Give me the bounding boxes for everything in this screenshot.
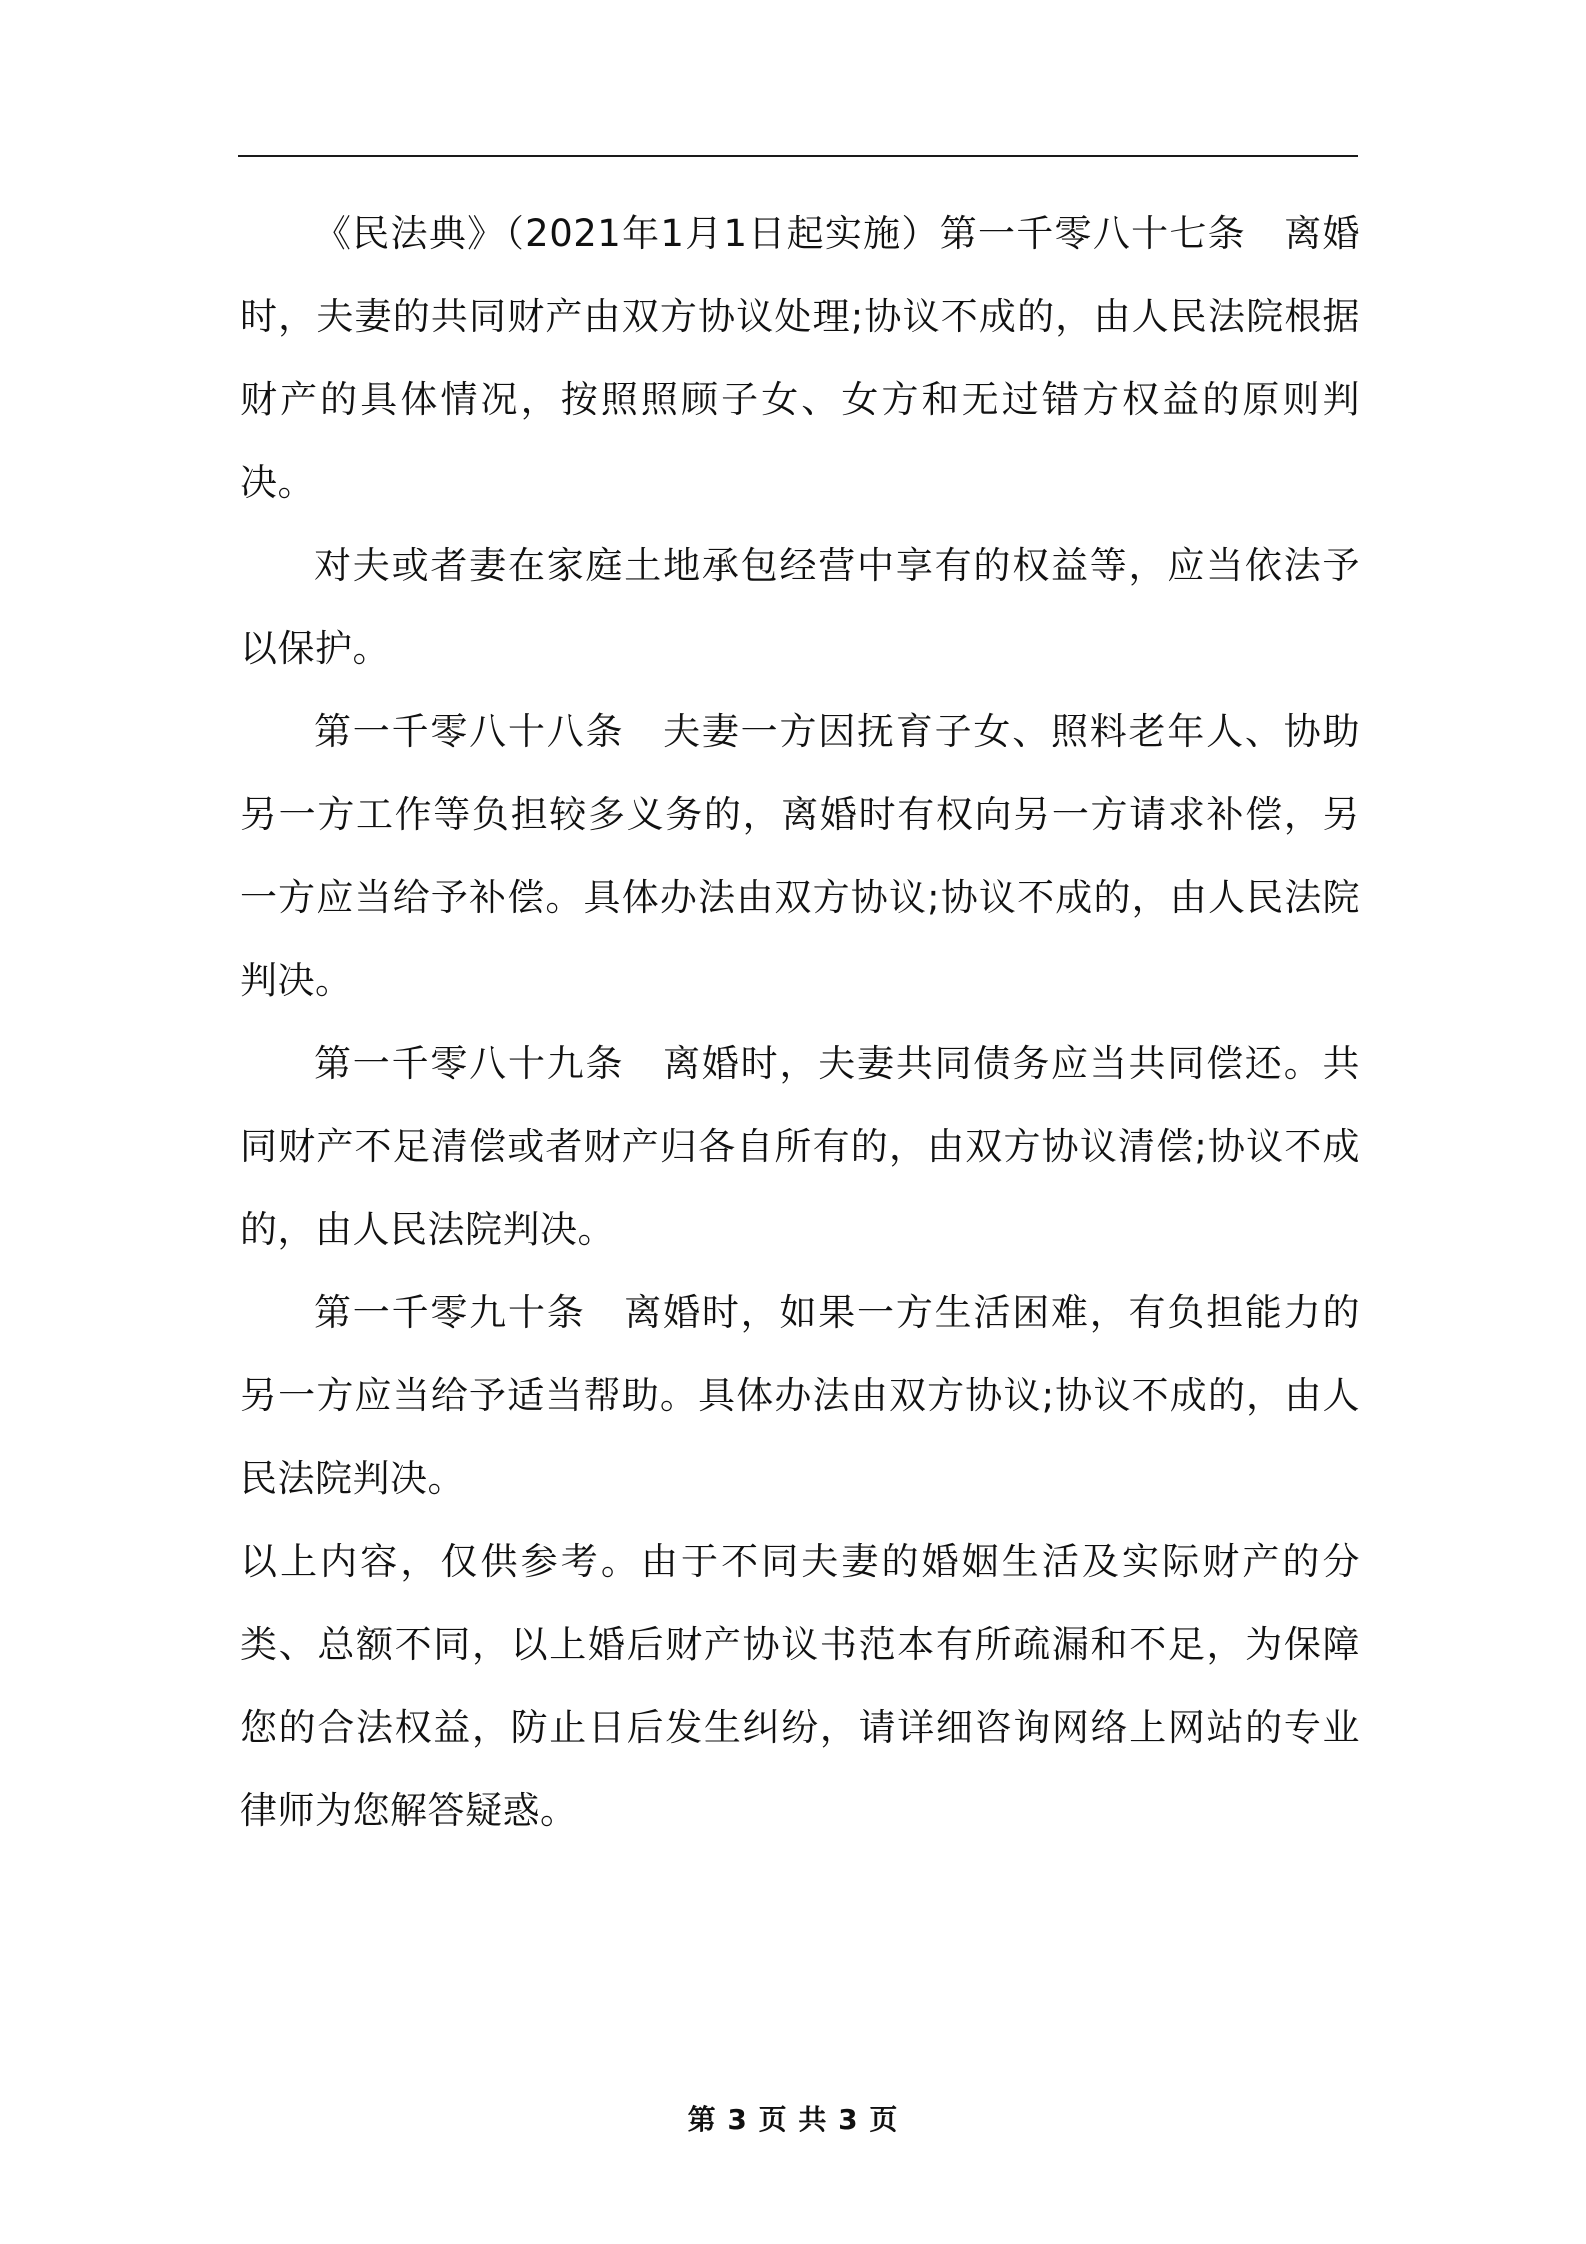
paragraph-land-contract-rights: 对夫或者妻在家庭土地承包经营中享有的权益等，应当依法予以保护。 xyxy=(240,544,1360,670)
header-rule xyxy=(238,155,1358,157)
paragraph-article-1087: 《民法典》（2021年1月1日起实施）第一千零八十七条 离婚时，夫妻的共同财产由双方协议处理;协议不成的，由人民法院根据财产的具体情况，按照照顾子女、女方和无过错方权益的原则判决。 xyxy=(240,212,1360,504)
paragraph-disclaimer: 以上内容，仅供参考。由于不同夫妻的婚姻生活及实际财产的分类、总额不同，以上婚后财产协议书范本有所疏漏和不足，为保障您的合法权益，防止日后发生纠纷，请详细咨询网络上网站的专业律师为您解答疑惑。 xyxy=(240,1540,1360,1832)
page-number-footer: 第 3 页 共 3 页 xyxy=(687,2103,899,2136)
paragraph-article-1089: 第一千零八十九条 离婚时，夫妻共同债务应当共同偿还。共同财产不足清偿或者财产归各自所有的，由双方协议清偿;协议不成的，由人民法院判决。 xyxy=(240,1042,1360,1251)
document-body xyxy=(240,192,1360,1852)
paragraph-article-1088: 第一千零八十八条 夫妻一方因抚育子女、照料老年人、协助另一方工作等负担较多义务的，离婚时有权向另一方请求补偿，另一方应当给予补偿。具体办法由双方协议;协议不成的，由人民法院判决。 xyxy=(240,710,1360,1002)
paragraph-article-1090: 第一千零九十条 离婚时，如果一方生活困难，有负担能力的另一方应当给予适当帮助。具体办法由双方协议;协议不成的，由人民法院判决。 xyxy=(240,1291,1360,1500)
